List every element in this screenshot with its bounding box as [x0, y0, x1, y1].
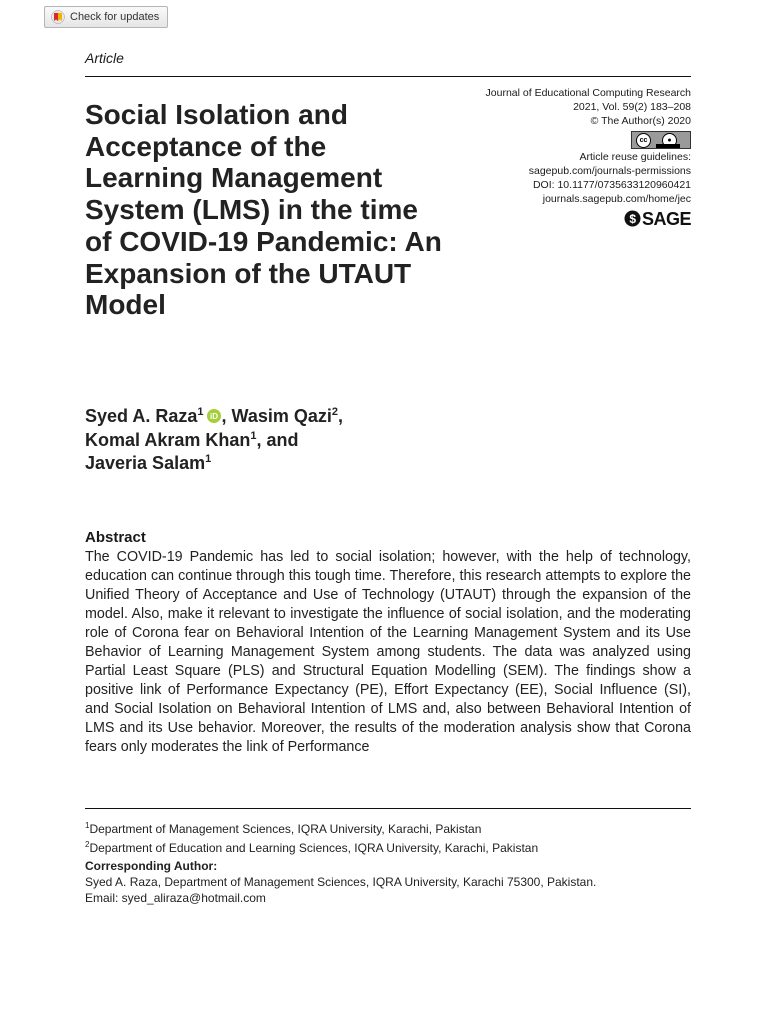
journal-home-link[interactable]: journals.sagepub.com/home/jec — [542, 193, 691, 206]
sage-s-icon — [624, 210, 641, 227]
author-affiliation-mark: 1 — [197, 406, 204, 418]
corresponding-author-email[interactable]: Email: syed_aliraza@hotmail.com — [85, 891, 266, 905]
journal-metadata — [461, 86, 691, 227]
svg-text:iD: iD — [209, 412, 218, 422]
affiliation-footnote: $^1$Department of Management Sciences, IQRA University, Karachi, Pakistan — [85, 821, 482, 836]
permissions-link[interactable]: sagepub.com/journals-permissions — [528, 164, 691, 177]
author-affiliation-mark: 1 — [250, 430, 257, 442]
publisher-name: SAGE — [641, 208, 691, 229]
doi[interactable]: DOI: 10.1177/0735633120960421 — [532, 179, 691, 192]
footnotes — [85, 818, 691, 906]
check-for-updates-button[interactable] — [44, 6, 168, 28]
corresponding-author-address: Syed A. Raza, Department of Management Sciences, IQRA University, Karachi 75300, Pakistan. — [85, 875, 597, 889]
header-rule — [85, 76, 691, 77]
footnote-rule — [85, 808, 691, 809]
orcid-icon[interactable] — [207, 406, 221, 429]
copyright-notice: © The Author(s) 2020 — [590, 115, 691, 128]
author-name: Wasim Qazi — [231, 406, 332, 426]
author-name: Javeria Salam — [85, 453, 206, 473]
author-name: Komal Akram Khan — [85, 430, 251, 450]
author-name: Syed A. Raza — [85, 406, 198, 426]
crossmark-icon — [51, 10, 65, 24]
reuse-guidelines-label: Article reuse guidelines: — [579, 150, 691, 163]
publisher-logo — [461, 210, 691, 227]
check-for-updates-label: Check for updates — [70, 11, 160, 23]
author-affiliation-mark: 1 — [205, 453, 212, 465]
cc-license-icon[interactable]: cc ● — [631, 131, 691, 149]
volume-info: 2021, Vol. 59(2) 183–208 — [573, 101, 691, 114]
author-affiliation-mark: 2 — [331, 406, 339, 418]
abstract-heading: Abstract — [85, 529, 146, 546]
svg-text:$: $ — [629, 212, 636, 227]
paper-title: Social Isolation and Acceptance of the Learning Management System (LMS) in the time of COVID-19 Pandemic: An Expansion of the UTAUT Model — [85, 99, 442, 321]
abstract-text: The COVID-19 Pandemic has led to social isolation; however, with the help of technology, education can continue through this tough time. Therefore, this research attempts to explore the Unified Theory of Acceptance and Use of Technology (UTAUT) through the expansion of the model. Also, make it relevant to investigate the influence of social isolation, and the moderating role of Corona fear on Behavioral Intention of the Learning Management System and its Use Behavior of Learning Management System among students. The data was analyzed using Partial Least Square (PLS) and Structural Equation Modelling (SEM). The findings show a positive link of Performance Expectancy (PE), Effort Expectancy (EE), Social Influence (SI), and Social Isolation on Behavioral Intention of LMS and, also between Behavioral Intention of LMS and its Use behavior. Moreover, the results of the moderation analysis show that Corona fears only moderates the link of Performance — [85, 549, 691, 755]
author-list: Syed A. Raza$^1$ iD , Wasim Qazi$^2$, Komal Akram Khan$^1$, and Javeria Salam$^1$ — [85, 406, 344, 473]
article-type-label: Article — [85, 50, 124, 66]
affiliation-footnote: $^2$Department of Education and Learning Sciences, IQRA University, Karachi, Pakistan — [85, 840, 539, 855]
corresponding-author-heading: Corresponding Author: — [85, 859, 218, 873]
journal-name: Journal of Educational Computing Research — [485, 87, 691, 99]
